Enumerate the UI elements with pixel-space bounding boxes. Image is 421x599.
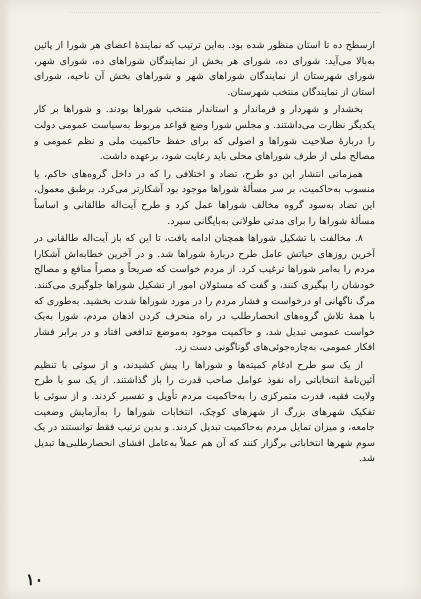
- paragraph: بخشدار و شهردار و فرماندار و استاندار منتخب شوراها بودند. و شوراها بر کار یکدیگر نظارت می‌داشتند. و مجلس شورا وضع قواعد مربوط به‌سیاست عمومی دولت را دربارهٔ صلاحیت شوراها و اصولی که برای حفظ حاکمیت ملی و نظم عمومی و مصالح ملی از طرف شوراهای محلی باید رعایت شود، برعهده داشت.: [34, 104, 375, 163]
- page-number: ۱۰: [26, 570, 44, 589]
- paragraph: ۸. مخالفت با تشکیل شوراها همچنان ادامه یافت، تا این که باز آیت‌اله طالقانی در آخرین روزهای حیاتش عامل طرح دربارهٔ شوراها شد. و در آخرین خطابه‌اش آشکارا مردم را به‌امر شوراها ترغیب کرد. از مردم خواست که صریحاً و مصراً منافع و مصالح خودشان را بپگیری کنند، و گفت که مسئولان امور از تشکیل شوراها جلوگیری می‌کنند. مرگ ناگهانی او درخواست و فشار مردم را در مورد شوراها شدت بخشید. به‌طوری که با همهٔ تلاش گروه‌های انحصارطلب در راه منحرف کردن اذهان مردم، شورا به‌یک خواست عمومی تبدیل شد، و حاکمیت موجود به‌موضع تدافعی افتاد و در برابر فشار افکار عمومی، به‌چاره‌جوئی‌های گوناگونی دست زد.: [34, 233, 375, 354]
- paragraph: ازسطح ده تا استان منظور شده بود. به‌این ترتیب که نمایندهٔ اعضای هر شورا از پائین به‌بالا می‌آید: شورای ده، شورای هر بخش از نمایندگان شوراهای ده، شورای شهر، شورای شهرستان از نمایندگان شوراهای شهر و شوراهای بخش آن ناحیه، شورای استان از نمایندگان منتخب شهرستان.: [34, 40, 375, 98]
- page-body-text: [34, 38, 375, 570]
- page-edge-mark: [70, 12, 381, 23]
- paragraph: همزمانی انتشار این دو طرح، تضاد و اختلافی را که در داخل گروه‌های حاکم، یا منسوب به‌حاکمیت، بر سر مسألهٔ شوراها موجود بود آشکارتر می‌کرد. برطبق معمول، این تضاد به‌سود گروه مخالف شوراها عمل کرد و طرح آیت‌اله طالقانی و اساساً مسألهٔ شوراها را برای مدتی طولانی به‌بایگانی سپرد.: [34, 168, 375, 227]
- paragraph: از یک سو طرح ادغام کمیته‌ها و شوراها را پیش کشیدند، و از سوئی با تنظیم آئین‌نامهٔ انتخاباتی راه نفوذ عوامل صاحب قدرت را باز گذاشتند. از یک سو با طرح ولایت فقیه، قدرت متمرکزی را به‌حاکمیت مردم تأویل و تفسیر کردند. و از سوئی با تفکیک شهرهای بزرگ از شهرهای کوچک، انتخابات شوراها را به‌آزمایش وضعیت جامعه، و میزان تمایل مردم به‌حاکمیت تبدیل کردند. و بدین ترتیب فقط توانستند در یک سوم شهرها انتخاباتی برگزار کنند که آن هم عملاً به‌عامل افشای انحصارطلبی‌ها تبدیل شد.: [34, 359, 375, 465]
